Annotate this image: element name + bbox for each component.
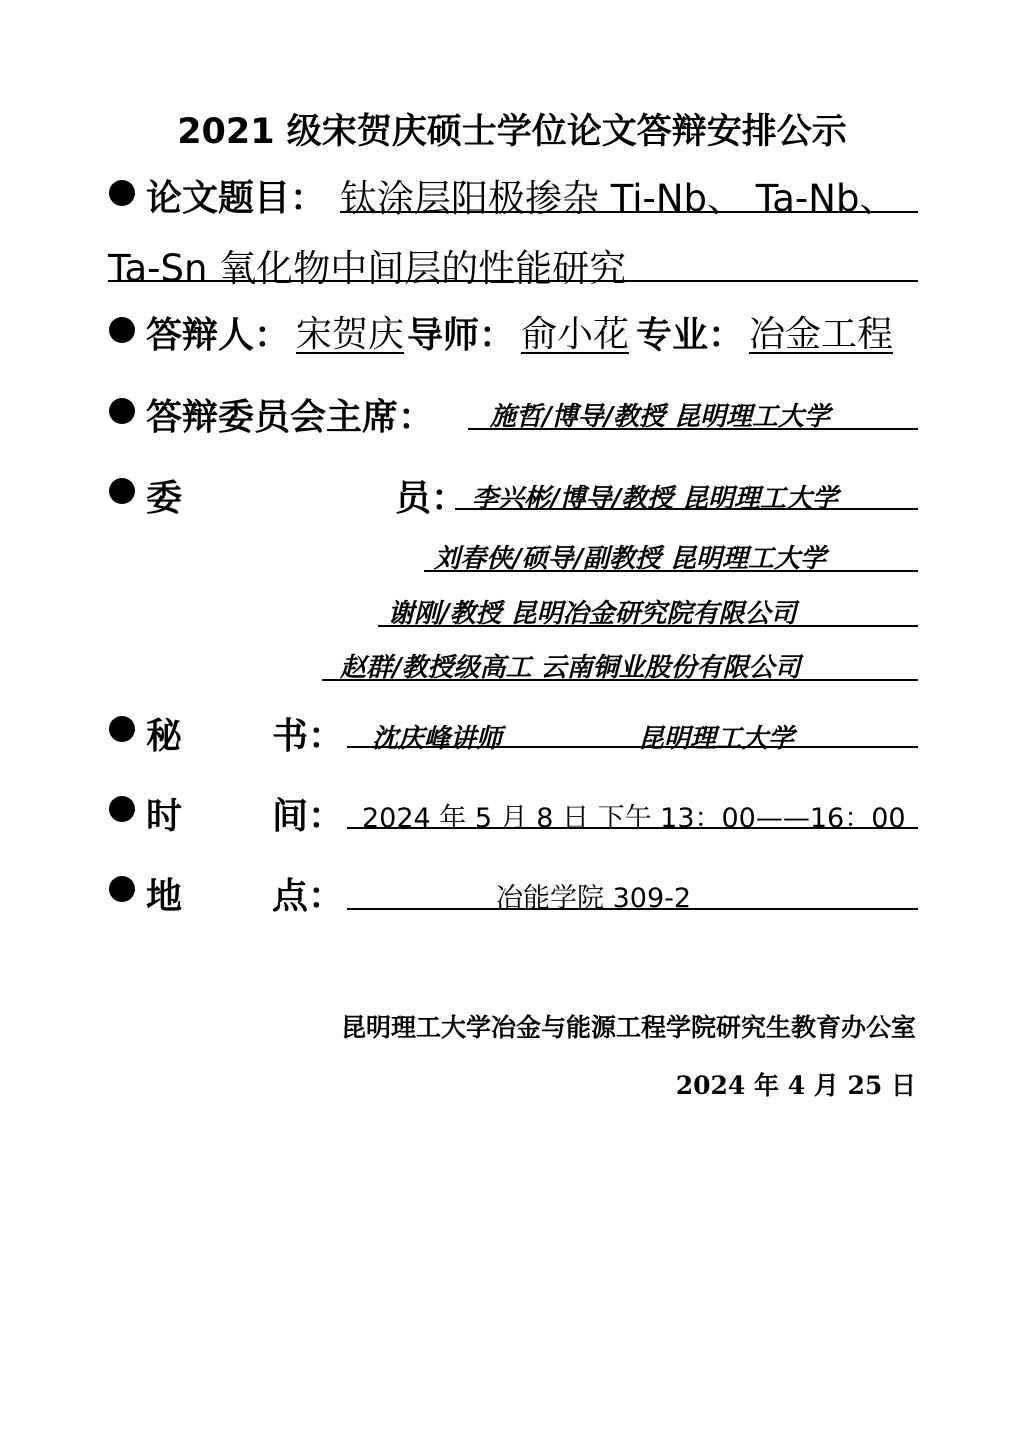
time-label-left: 时 [146,795,183,837]
member-underline-4 [322,679,918,681]
member-2: 刘春侠/硕导/副教授 昆明理工大学 [434,544,827,574]
secretary-label-left: 秘 [146,715,183,757]
thesis-label: 论文题目： [146,177,327,219]
bullet-icon [109,398,135,424]
bullet-icon [109,317,135,343]
defender-name: 宋贺庆 [296,314,405,355]
bullet-icon [109,716,135,742]
thesis-underline-1 [340,211,918,213]
member-underline-2 [424,570,918,572]
chair-underline [468,428,918,430]
time-label-right: 间： [272,795,345,837]
secretary-underline [347,746,918,748]
page-title: 2021 级宋贺庆硕士学位论文答辩安排公示 [177,112,847,152]
place-value: 冶能学院 309-2 [496,883,692,914]
place-label-right: 点： [272,875,345,917]
bullet-icon [109,796,135,822]
time-underline [347,827,918,829]
defender-label: 答辩人： [146,314,291,356]
chair-value: 施哲/博导/教授 昆明理工大学 [490,402,831,432]
place-underline [347,908,918,910]
member-underline-1 [455,508,918,510]
chair-label: 答辩委员会主席： [146,396,435,438]
place-label-left: 地 [146,875,183,917]
secretary-label-right: 书： [272,715,345,757]
thesis-title-line1: 钛涂层阳极掺杂 Ti-Nb、 Ta-Nb、 [340,177,897,220]
secretary-org: 昆明理工大学 [638,724,795,754]
secretary-name: 沈庆峰讲师 [372,724,503,754]
issuing-office: 昆明理工大学冶金与能源工程学院研究生教育办公室 [340,1013,916,1042]
member-underline-3 [378,625,918,627]
bullet-icon [109,478,135,504]
member-4: 赵群/教授级高工 云南铜业股份有限公司 [340,653,801,683]
advisor-label: 导师： [407,314,516,356]
time-value: 2024 年 5 月 8 日 下午 13：00——16：00 [362,803,906,834]
advisor-name: 俞小花 [521,314,630,355]
member-1: 李兴彬/博导/教授 昆明理工大学 [472,484,839,514]
bullet-icon [109,180,135,206]
members-label-left: 委 [146,477,183,519]
major-label: 专业： [636,314,745,356]
bullet-icon [109,876,135,902]
major-value: 冶金工程 [749,314,894,355]
issue-date: 2024 年 4 月 25 日 [675,1071,916,1100]
member-3: 谢刚/教授 昆明冶金研究院有限公司 [388,599,797,629]
thesis-underline-2 [108,280,918,282]
members-label-right: 员： [395,477,468,519]
thesis-title-line2: Ta-Sn 氧化物中间层的性能研究 [108,247,627,290]
